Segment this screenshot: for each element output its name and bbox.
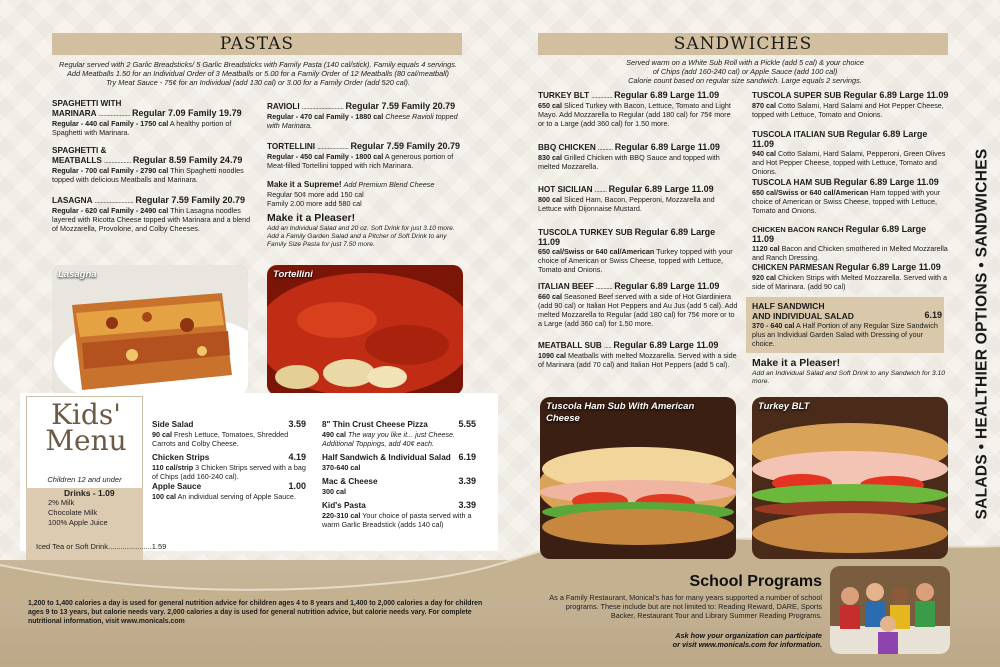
sandwich-item-italian-beef: ITALIAN BEEF ........... Regular 6.89 Large 11.09 660 cal Seasoned Beef served with a side of Hot Giardiniera (add 90 cal) or Italian Hot Peppers and Au Jus (add 5 cal). Add melted Mozzarella to Regular (add 180 cal) for 75¢ more or to a Large (add 360 cal) for 1.50 more. [538,281,738,328]
item-price: Regular 7.09 Family 19.79 [132,108,242,118]
item-price: 6.19 [924,310,942,320]
item-description: Sliced Ham, Bacon, Pepperoni, Mozzarella and Lettuce with Dijonnaise Mustard. [538,195,715,213]
item-description: Thin Lasagna noodles layered with Ricotta Cheese topped with Marinara and a blend of Mozzarella, Provolone, and Colby Cheeses. [52,206,251,233]
item-description: A Half Portion of any Regular Size Sandwich plus an Individual Garden Salad with Dressing of your choice. [752,321,938,348]
item-price: 6.19 [458,452,476,462]
drink-item: Chocolate Milk [48,508,98,517]
item-price: 3.39 [458,500,476,510]
item-description: Thin Spaghetti noodles topped with delicious Meatballs and Marinara. [52,166,244,184]
drink-item: 100% Apple Juice [48,518,108,527]
item-description: Sliced Turkey with Bacon, Lettuce, Tomato and Light Mayo. Add Mozzarella to Regular (add 180 cal) for 75¢ more or to a Large (add 360 cal) for 1.50 more. [538,101,731,128]
item-name: RAVIOLI [267,102,300,111]
item-calories: 660 cal [538,292,562,301]
pasta-item-spaghetti-meatballs: SPAGHETTI & MEATBALLS .................. Regular 8.59 Family 24.79 Regular - 700 cal Family - 2790 cal Thin Spaghetti noodles topped with delicious Meatballs and Marinara. [52,146,257,184]
kids-menu-title [36,398,136,457]
school-programs-title: School Programs [689,573,822,590]
sandwich-item-hot-sicilian: HOT SICILIAN ........ Regular 6.89 Large 11.09 800 cal Sliced Ham, Bacon, Pepperoni, Mozzarella and Lettuce with Dijonnaise Mustard. [538,184,715,213]
sandwiches-intro-line: Calorie count based on regular size sandwich. Large equals 2 servings. [628,76,862,86]
sandwich-item-meatball-sub: MEATBALL SUB ..... Regular 6.89 Large 11.09 1090 cal Meatballs with melted Mozzarella. Served with a side of Marinara (add 70 cal) and Italian Hot Peppers (add 5 cal). [538,340,737,369]
item-price: Regular 6.89 Large 11.09 [613,340,719,350]
supreme-title: Make it a Supreme! [267,180,342,189]
lasagna-image [52,265,248,395]
item-calories: 1090 cal [538,351,566,360]
item-calories: 90 cal [152,430,172,439]
item-description: A healthy portion of Spaghetti with Marinara. [52,119,232,137]
item-description: Cotto Salami, Hard Salami and Hot Pepper Cheese, topped with Lettuce, Tomato and Onions. [752,101,944,119]
item-calories: Regular - 450 cal Family - 1800 cal [267,152,384,161]
item-name: SPAGHETTI WITH [52,99,122,108]
sandwiches-intro-line: of Chips (add 160-240 cal) or Apple Sauce (add 100 cal) [652,67,838,77]
kids-item-pizza [322,420,476,448]
item-price: Regular 6.89 Large 11.09 [538,227,716,247]
photo-caption: Tortellini [273,269,313,280]
item-name: MARINARA [52,109,97,118]
item-calories: 650 cal/Swiss or 640 cal/American [538,247,655,256]
sandwich-pleaser [752,357,950,387]
sandwich-item-chicken-parmesan [752,263,950,291]
sandwiches-intro [560,58,930,86]
item-name: CHICKEN PARMESAN [752,263,834,272]
item-price: Regular 8.59 Family 24.79 [132,155,243,165]
supreme-regular: Regular 50¢ more add 150 cal [267,190,364,199]
item-price: Regular 6.89 Large 11.09 [835,262,941,272]
item-price: Regular 7.59 Family 20.79 [350,141,461,151]
item-calories: 940 cal [752,149,776,158]
school-photo [830,566,950,654]
item-description: Your choice of pasta served with a warm Garlic Breadstick (adds 140 cal) [322,511,472,529]
supreme-desc: Add Premium Blend Cheese [343,180,435,189]
pleaser-desc: Add an Individual Salad and 20 oz. Soft Drink for just 3.10 more. Add a Family Garden Salad and a Pitcher of Soft Drink to any Family Size Pasta for just 7.50 more. [267,225,455,249]
item-calories: Regular - 700 cal Family - 2790 cal [52,166,169,175]
pastas-intro [48,60,468,88]
item-price: Regular 6.89 Large 11.09 [614,90,720,100]
pasta-item-spaghetti-marinara: SPAGHETTI WITH MARINARA ..................... Regular 7.09 Family 19.79 Regular - 440 cal Family - 1750 cal A healthy portion of Spaghetti with Marinara. [52,99,257,137]
item-name: CHICKEN BACON RANCH [752,225,844,234]
photo-caption: Lasagna [58,269,97,280]
item-name: ITALIAN BEEF [538,282,594,291]
school-children-image [830,566,950,654]
item-description: Cotto Salami, Hard Salami, Pepperoni, Green Olives and Hot Pepper Cheese, topped with Lettuce, Tomato and Onions. [752,149,946,176]
item-calories: 800 cal [538,195,562,204]
item-name: TUSCOLA ITALIAN SUB [752,130,845,139]
item-calories: Regular - 470 cal Family - 1880 cal [267,112,384,121]
item-name: HOT SICILIAN [538,185,593,194]
kids-item-pasta [322,501,476,529]
kids-item-chicken-strips [152,453,306,481]
item-calories: Regular - 620 cal Family - 2490 cal [52,206,169,215]
pastas-intro-line: Try Meat Sauce - 75¢ for an Individual (add 130 cal) or 3.00 for a Family Order (add 520 cal). [106,78,410,88]
kids-title-line: Menu [45,424,127,457]
item-name: MEATBALL SUB [538,341,602,350]
school-programs-text: As a Family Restaurant, Monical's has for many years supported a number of school programs. These include but are not limited to: Reading Reward, DARE, Sports Backer, Restaurant Tour and Library Summer Reading Programs. [549,593,822,620]
item-price: 4.19 [288,452,306,462]
item-price: Regular 6.89 Large 11.09 [608,184,714,194]
school-cta-line: or visit www.monicals.com for information. [672,640,822,649]
lasagna-photo [52,265,248,395]
kids-item-apple-sauce [152,482,306,501]
item-name: SPAGHETTI & [52,146,107,155]
side-tab-text: SALADS • HEALTHIER OPTIONS • SANDWICHES [974,147,991,520]
item-price: Regular 6.89 Large 11.09 [614,142,720,152]
drinks-title: Drinks - 1.09 [64,488,115,498]
item-name: Chicken Strips [152,453,210,462]
sandwich-item-tuscola-ham [752,178,950,215]
pasta-supreme [267,180,467,208]
item-name: AND INDIVIDUAL SALAD [752,311,855,321]
item-calories: 650 cal [538,101,562,110]
supreme-family: Family 2.00 more add 580 cal [267,199,362,208]
drink-item: 2% Milk [48,498,75,507]
turkey-blt-photo [752,397,948,559]
item-description: Turkey topped with your choice of American or Swiss Cheese, topped with Lettuce, Tomato and Onions. [538,247,733,274]
item-price: Regular 6.89 Large 11.09 [833,177,939,187]
sandwich-item-half-sandwich [752,301,942,348]
item-name: Side Salad [152,420,194,429]
item-price: Regular 7.59 Family 20.79 [345,101,456,111]
sandwich-item-turkey-blt: TURKEY BLT .............. Regular 6.89 Large 11.09 650 cal Sliced Turkey with Bacon, Lettuce, Tomato and Light Mayo. Add Mozzarella to Regular (add 180 cal) for 75¢ more or to a Large (add 360 cal) for 1.50 more. [538,90,731,128]
item-description: Meatballs with melted Mozzarella. Served with a side of Marinara (add 70 cal) and Italian Hot Peppers (add 5 cal). [538,351,737,369]
pastas-title: PASTAS [219,34,295,54]
item-calories: 920 cal [752,273,776,282]
sandwiches-header [538,33,948,55]
turkey-blt-image [752,397,948,559]
item-name: TORTELLINI [267,142,316,151]
item-calories: 110 cal/strip [152,463,194,472]
item-price: Regular 6.89 Large 11.09 [843,90,949,100]
item-description: Cheese Ravioli topped with Marinara. [267,112,458,130]
sandwich-item-tuscola-turkey [538,228,738,274]
pastas-header [52,33,462,55]
item-description: An individual serving of Apple Sauce. [177,492,296,501]
item-description: Bacon and Chicken smothered in Melted Mozzarella and Ranch Dressing. [752,244,948,262]
item-calories: 830 cal [538,153,562,162]
nutrition-footnote: 1,200 to 1,400 calories a day is used for general nutrition advice for children ages 4 to 8 years and 1,400 to 2,000 calories a day for children ages 9 to 13 years, but calorie needs vary. 2,000 calories a day is used for general nutrition advice, but calorie needs vary. For complete nutritional information, visit www.monicals.com [28,600,483,625]
kids-item-mac-cheese [322,477,476,496]
photo-caption: Turkey BLT [758,401,810,412]
item-name: TUSCOLA SUPER SUB [752,91,842,100]
item-calories: 220-310 cal [322,511,361,520]
item-name: BBQ CHICKEN [538,143,596,152]
item-description: Ham topped with your choice of American or Swiss Cheese, topped with Lettuce, Tomato and Onions. [752,188,941,215]
sandwich-item-chicken-bacon-ranch [752,225,950,262]
item-calories: 490 cal [322,430,346,439]
ham-sub-photo [540,397,736,559]
item-calories: 650 cal/Swiss or 640 cal/American [752,188,869,197]
item-calories: Regular - 440 cal Family - 1750 cal [52,119,169,128]
item-price: Regular 6.89 Large 11.09 [752,129,928,149]
item-description: 3 Chicken Strips served with a bag of Chips (add 160-240 cal). [152,463,306,481]
school-cta-line: Ask how your organization can participate [675,631,822,640]
item-name: MEATBALLS [52,156,102,165]
sandwich-item-bbq-chicken: BBQ CHICKEN .......... Regular 6.89 Large 11.09 830 cal Grilled Chicken with BBQ Sauce and topped with melted Mozzarella. [538,142,720,171]
item-description: Chicken Strips with Melted Mozzarella. Served with a side of Marinara. (add 90 cal) [752,273,947,291]
side-tab [966,0,1000,667]
item-name: TUSCOLA TURKEY SUB [538,228,633,237]
item-calories: 100 cal [152,492,176,501]
item-name: Apple Sauce [152,482,202,491]
kids-title-line: Kids' [51,398,121,431]
item-name: HALF SANDWICH [752,301,825,311]
item-name: Kid's Pasta [322,501,366,510]
kids-item-side-salad [152,420,306,448]
item-name: 8" Thin Crust Cheese Pizza [322,420,428,429]
pasta-item-tortellini: TORTELLINI ..................... Regular 7.59 Family 20.79 Regular - 450 cal Family - 1800 cal A generous portion of Meat-filled Tortellini topped with rich Marinara. [267,141,461,170]
item-price: 1.00 [288,481,306,491]
item-calories: 370-640 cal [322,463,361,472]
item-description: The way you like it... just Cheese. Additional Toppings, add 40¢ each. [322,430,456,448]
item-name: Half Sandwich & Individual Salad [322,453,451,462]
item-calories: 300 cal [322,487,346,496]
item-price: 5.55 [458,419,476,429]
kids-subtitle: Children 12 and under [47,475,122,484]
pleaser-desc: Add an Individual Salad and Soft Drink to any Sandwich for 3.10 more. [752,370,946,386]
kids-item-half-sandwich [322,453,476,472]
item-description: Fresh Lettuce, Tomatoes, Shredded Carrots and Colby Cheese. [152,430,289,448]
pastas-intro-line: Regular served with 2 Garlic Breadsticks/ 5 Garlic Breadsticks with Family Pasta (140 cal/stick). Family equals 4 servings. [59,60,457,69]
school-programs-cta [560,631,822,649]
item-description: Grilled Chicken with BBQ Sauce and topped with melted Mozzarella. [538,153,720,171]
item-calories: 870 cal [752,101,776,110]
item-name: LASAGNA [52,196,93,205]
item-name: TUSCOLA HAM SUB [752,178,832,187]
pasta-item-ravioli: RAVIOLI ............................ Regular 7.59 Family 20.79 Regular - 470 cal Family - 1880 cal Cheese Ravioli topped with Marinara. [267,101,458,130]
tortellini-photo [267,265,463,395]
sandwiches-title: SANDWICHES [673,34,813,54]
item-calories: 370 - 640 cal [752,321,795,330]
pastas-intro-line: Add Meatballs 1.50 for an Individual Order of 3 Meatballs or 5.00 for a Family Order of 12 Meatballs (80 cal/meatball) [66,69,450,79]
item-description: Seasoned Beef served with a side of Hot Giardiniera (add 90 cal) or Italian Hot Peppers and Au Jus (add 5 cal). Add melted Mozzarella to Regular (add 180 cal) for 75¢ more or to a Large (add 360 cal) for 1.50 more. [538,292,738,328]
item-price: Regular 6.89 Large 11.09 [614,281,720,291]
item-price: Regular 7.59 Family 20.79 [135,195,245,205]
sandwich-item-tuscola-super [752,91,950,119]
kids-iced-tea: Iced Tea or Soft Drink.....................1.59 [36,542,167,551]
photo-caption: Tuscola Ham Sub With American Cheese [546,401,695,424]
item-description: A generous portion of Meat-filled Tortellini topped with rich Marinara. [267,152,454,170]
item-name: TURKEY BLT [538,91,590,100]
item-price: 3.59 [288,419,306,429]
item-name: Mac & Cheese [322,477,378,486]
pasta-item-lasagna: LASAGNA .......................... Regular 7.59 Family 20.79 Regular - 620 cal Family - 2490 cal Thin Lasagna noodles layered with Ricotta Cheese topped with Marinara and a blend of Mozzarella, Provolone, and Colby Cheeses. [52,195,251,233]
sandwiches-intro-line: Served warm on a White Sub Roll with a Pickle (add 5 cal) & your choice [626,58,864,67]
item-calories: 1120 cal [752,244,780,253]
pasta-pleaser [267,212,467,250]
pleaser-title: Make it a Pleaser! [267,212,356,224]
sandwich-item-tuscola-italian [752,130,950,176]
pleaser-title: Make it a Pleaser! [752,357,841,369]
tortellini-image [267,265,463,395]
item-price: Regular 6.89 Large 11.09 [752,224,927,244]
item-price: 3.39 [458,476,476,486]
